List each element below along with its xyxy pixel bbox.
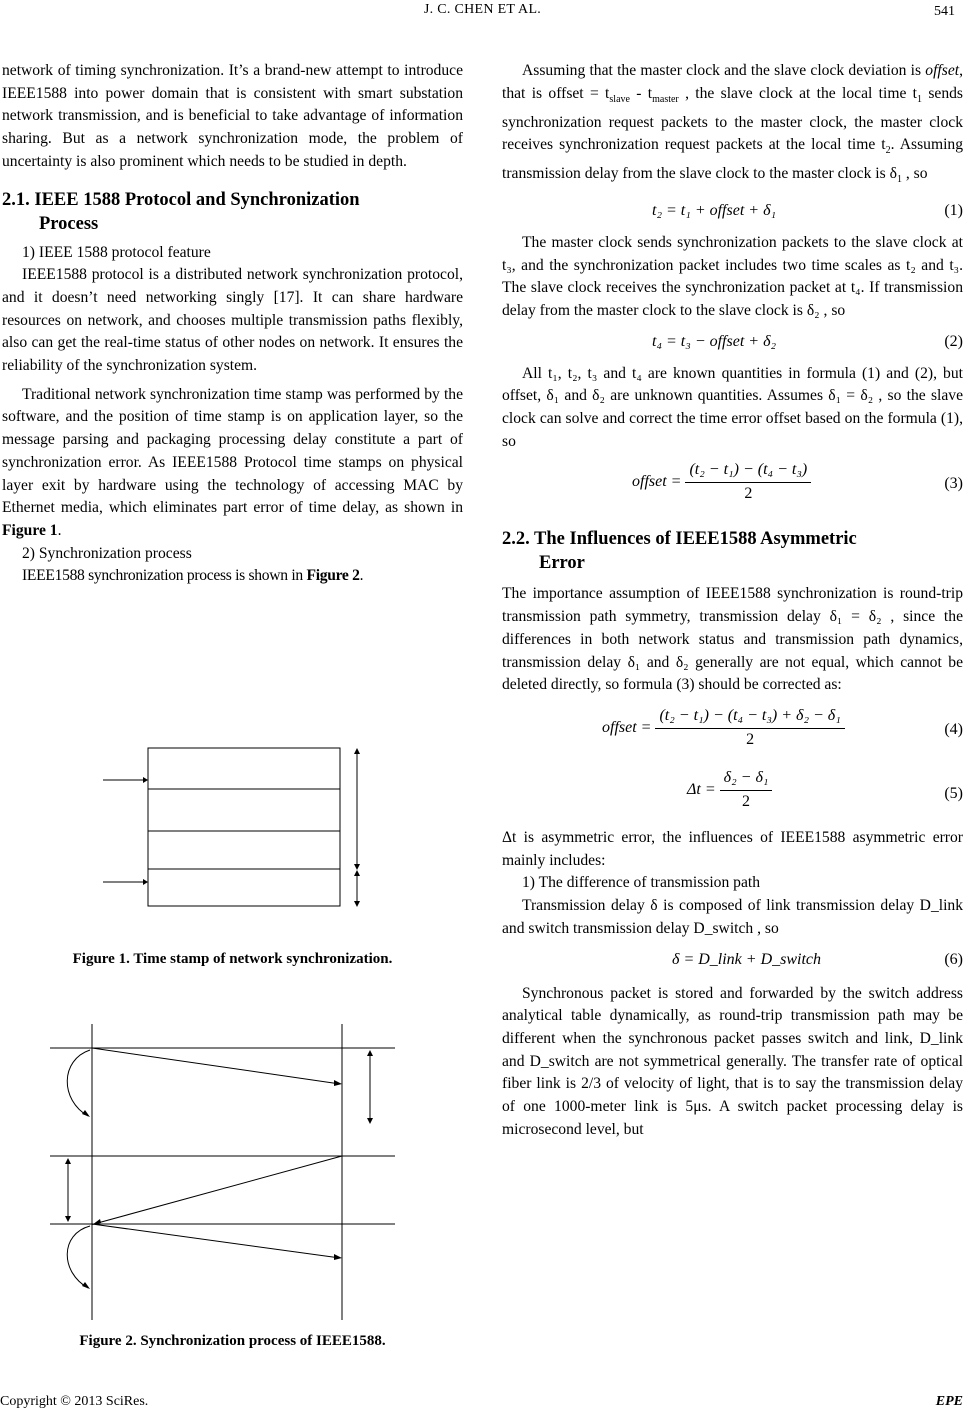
figure-2-caption: Figure 2. Synchronization process of IEEE1588. xyxy=(79,1333,386,1349)
paragraph-text: IEEE1588 synchronization process is shown in xyxy=(22,567,307,585)
section-heading-line: 2.1. IEEE 1588 Protocol and Synchronization xyxy=(2,189,360,210)
curved-arrow xyxy=(67,1226,90,1288)
paragraph xyxy=(502,60,963,192)
arrow-head xyxy=(143,777,148,783)
text-run: sends synchronization request packets to the master clock, the master clock receives synchronization request packets at the local time t xyxy=(502,84,963,154)
paragraph xyxy=(2,565,463,588)
arrow-head xyxy=(354,901,360,907)
arrow-head xyxy=(65,1216,71,1222)
copyright-footer: Copyright © 2013 SciRes. xyxy=(0,1394,149,1409)
equation-number: (5) xyxy=(944,784,963,802)
fraction-numerator: (t₂ − t₁) − (t₄ − t₃) + δ₂ − δ₁ xyxy=(655,705,844,729)
arrow-head xyxy=(354,870,360,876)
fraction xyxy=(685,459,811,505)
journal-footer: EPE xyxy=(935,1394,963,1409)
equation-3 xyxy=(502,453,963,517)
text-run: Assuming that the master clock and the slave clock deviation is xyxy=(522,62,926,79)
paragraph-text: Traditional network synchronization time stamp was performed by the software, and the position of time stamp is on application layer, so the message parsing and packaging processing delay constitute a part of synchronization error. As IEEE1588 Protocol time stamps on physical layer exit by hardware using the technology of accessing MAC by Ethernet media, which eliminates part error of time delay, as shown in xyxy=(2,385,463,517)
subscript: 1 xyxy=(917,93,923,105)
arrow-head xyxy=(354,748,360,754)
message-arrow xyxy=(92,1224,340,1258)
subscript: 1 xyxy=(896,174,902,186)
arrow-head xyxy=(334,1080,342,1086)
paragraph: Transmission delay δ is composed of link transmission delay D_link and switch transmission delay D_switch , so xyxy=(502,897,963,937)
arrow-head xyxy=(334,1254,342,1260)
math-var: offset xyxy=(925,62,960,79)
text-run: , that is offset = t xyxy=(502,62,963,102)
equation-body: t₄ = t₃ − offset + δ₂ xyxy=(652,332,777,350)
curved-arrow xyxy=(67,1050,90,1116)
message-arrow xyxy=(94,1156,342,1224)
fraction-numerator: (t₂ − t₁) − (t₄ − t₃) xyxy=(685,459,811,483)
fraction-denominator: 2 xyxy=(744,485,753,503)
equation-body xyxy=(687,767,772,813)
section-heading-2-2 xyxy=(502,527,963,575)
text-run: , so xyxy=(901,165,928,183)
running-header: J. C. CHEN ET AL. xyxy=(423,2,542,17)
paragraph: The master clock sends synchronization packets to the slave clock at t₃, and the synchronization packet includes two time scales as t₂ and t₃. The slave clock receives the synchronization packet at t₄. If transmission delay from the master clock to the slave clock is δ₂ , so xyxy=(502,233,963,319)
fraction-numerator: δ₂ − δ₁ xyxy=(720,767,773,791)
figure-1-diagram xyxy=(95,740,395,915)
equation-number: (4) xyxy=(944,720,963,738)
paragraph: The importance assumption of IEEE1588 synchronization is round-trip transmission path symmetry, transmission delay δ₁ = δ₂ , since the differences in both network status and transmission path dynamics, transmission delay δ₁ and δ₂ generally are not equal, which cannot be deleted directly, so formula (3) should be corrected as: xyxy=(502,585,963,694)
list-item: 1) The difference of transmission path xyxy=(522,874,761,892)
equation-number: (3) xyxy=(944,475,963,493)
list-item: 2) Synchronization process xyxy=(22,544,192,562)
page-number: 541 xyxy=(934,4,955,19)
equation-5 xyxy=(502,763,963,827)
arrow-head xyxy=(65,1158,71,1164)
list-item: 1) IEEE 1588 protocol feature xyxy=(22,243,211,261)
section-heading-line: Error xyxy=(539,553,585,574)
section-heading-2-1 xyxy=(2,188,463,236)
stack-box xyxy=(148,748,340,906)
subscript: master xyxy=(652,93,679,105)
arrow-head xyxy=(367,1050,373,1056)
equation-4 xyxy=(502,697,963,763)
equation-1 xyxy=(502,192,963,232)
equation-lhs: offset = xyxy=(602,718,652,736)
equation-lhs: offset = xyxy=(632,473,682,491)
fraction-denominator: 2 xyxy=(742,792,751,810)
equation-number: (1) xyxy=(944,201,963,219)
equation-number: (2) xyxy=(944,332,963,350)
arrow-head xyxy=(143,879,148,885)
text-run: , the slave clock at the local time t xyxy=(678,84,918,102)
paragraph: Δt is asymmetric error, the influences of IEEE1588 asymmetric error mainly includes: xyxy=(502,828,963,869)
fraction xyxy=(655,705,844,751)
fraction xyxy=(720,767,773,813)
equation-lhs: Δt = xyxy=(687,780,716,798)
paragraph: IEEE1588 protocol is a distributed network synchronization protocol, and it doesn’t need networking singly [17]. It can share hardware resources on network, and chooses multiple transmission paths flexibly, also can get the real-time status of other nodes on network. It ensures the reliability of the synchronization system. xyxy=(2,266,463,375)
section-heading-line: 2.2. The Influences of IEEE1588 Asymmetric xyxy=(502,529,857,550)
equation-body: δ = D_link + D_switch xyxy=(672,950,822,968)
equation-2 xyxy=(502,323,963,363)
punctuation: . xyxy=(359,567,364,585)
left-column xyxy=(2,60,463,588)
paragraph xyxy=(2,384,463,543)
equation-body: t₂ = t₁ + offset + δ₁ xyxy=(652,201,777,219)
figure-1-caption: Figure 1. Time stamp of network synchronization. xyxy=(72,951,393,967)
equation-number: (6) xyxy=(944,950,963,968)
text-run: - t xyxy=(629,84,653,102)
section-heading-line: Process xyxy=(39,213,99,234)
figure-2-diagram xyxy=(40,1020,420,1325)
arrow-head xyxy=(354,864,360,870)
message-arrow xyxy=(92,1048,340,1084)
subscript: 2 xyxy=(885,145,891,157)
subscript: slave xyxy=(609,93,630,105)
fraction-denominator: 2 xyxy=(746,730,755,748)
punctuation: . xyxy=(57,521,62,539)
equation-body xyxy=(602,705,845,751)
paragraph: network of timing synchronization. It’s a brand-new attempt to introduce IEEE1588 into power domain that is consistent with smart substation network transmission, and is beneficial to take advantage of information sharing. But as a network synchronization mode, the problem of uncertainty is also prominent which needs to be studied in depth. xyxy=(2,62,463,170)
right-column xyxy=(502,60,963,1141)
paragraph: Synchronous packet is stored and forwarded by the switch address analytical table dynamically, as round-trip transmission path may be different when the synchronous packet passes switch and link, D_link and D_switch are not symmetrical generally. The transfer rate of optical fiber link is 2/3 of velocity of light, that is to say the transmission delay of one 1000-meter link is 5μs. A switch packet processing delay is microsecond level, but xyxy=(502,984,963,1138)
equation-body xyxy=(632,459,811,505)
arrow-head xyxy=(82,1282,90,1289)
arrow-head xyxy=(82,1110,90,1117)
paragraph: All t₁, t₂, t₃ and t₄ are known quantities in formula (1) and (2), but offset, δ₁ and δ₂ are unknown quantities. Assumes δ₁ = δ₂ , so the slave clock can solve and correct the time error offset based on the formula (1), so xyxy=(502,364,963,450)
equation-6 xyxy=(502,941,963,983)
text-run: . Assuming transmission delay from the slave clock to the master clock is δ xyxy=(502,136,964,183)
arrow-head xyxy=(367,1118,373,1124)
figure-reference: Figure 1 xyxy=(2,521,58,539)
figure-reference: Figure 2 xyxy=(306,567,360,585)
